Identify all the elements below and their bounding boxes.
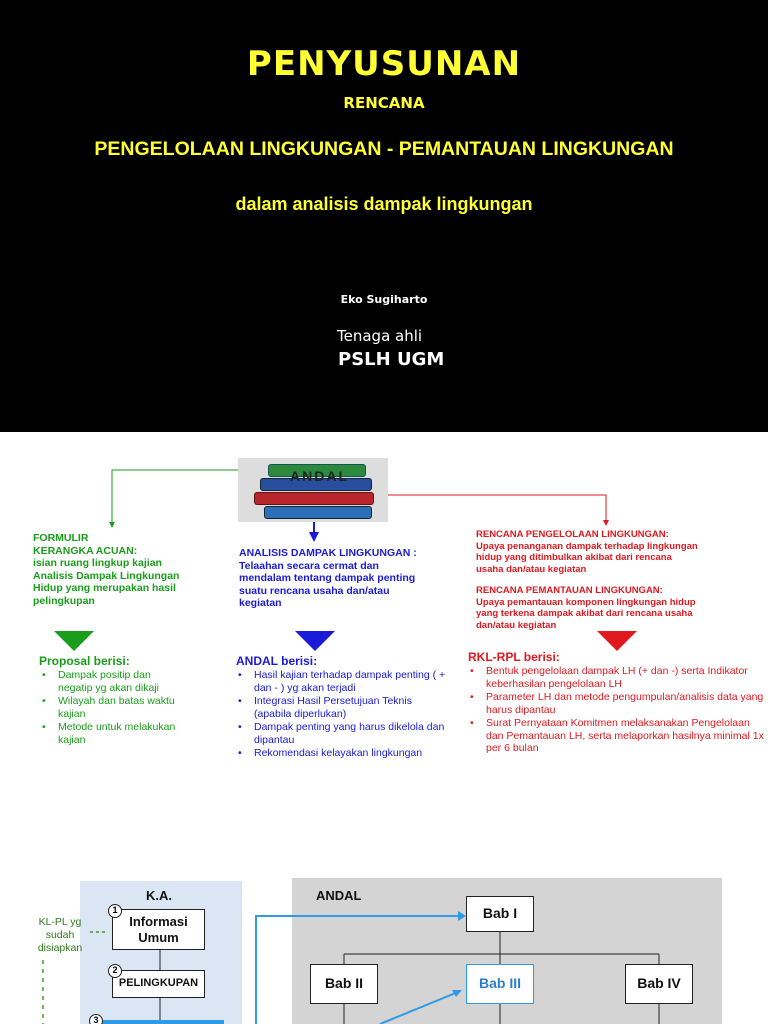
rkl-title2: RENCANA PEMANTAUAN LINGKUNGAN: <box>476 585 663 596</box>
proposal-list <box>40 669 180 747</box>
red-triangle-icon <box>597 631 637 651</box>
slide-title: PENYUSUNAN <box>246 44 522 84</box>
slide-tagline: dalam analisis dampak lingkungan <box>235 194 533 214</box>
andal-list <box>236 669 446 761</box>
ka-title: K.A. <box>146 888 172 903</box>
informasi-umum-box: Informasi Umum <box>112 909 205 950</box>
andal-label: ANDAL <box>290 468 349 484</box>
list-item: • Dampak positip dan negatip yg akan dikaji <box>40 669 180 694</box>
andal-books-icon <box>238 458 388 522</box>
formulir-block <box>33 532 203 607</box>
book-red-icon <box>254 492 374 505</box>
rkl-title1: RENCANA PENGELOLAAN LINGKUNGAN: <box>476 529 669 540</box>
pelingkupan-box: PELINGKUPAN <box>112 970 205 998</box>
list-item: • Rekomendasi kelayakan lingkungan <box>236 747 446 760</box>
rkl-list <box>468 665 768 756</box>
proposal-heading: Proposal berisi: <box>39 654 130 668</box>
green-triangle-icon <box>54 631 94 651</box>
title-slide <box>0 0 768 432</box>
rkl-desc2: Upaya pemantauan komponen lingkungan hidup yang terkena dampak akibat dari rencana usaha dan/atau kegiatan <box>476 596 696 631</box>
list-item: • Bentuk pengelolaan dampak LH (+ dan -) serta Indikator keberhasilan pengelolaan LH <box>468 665 768 690</box>
bab-2-box: Bab II <box>310 964 378 1004</box>
formulir-line1: FORMULIR <box>33 532 89 544</box>
list-item: • Parameter LH dan metode pengumpulan/analisis data yang harus dipantau <box>468 691 768 716</box>
blue-triangle-icon <box>295 631 335 651</box>
rkl-heading: RKL-RPL berisi: <box>468 650 560 664</box>
bab-4-box: Bab IV <box>625 964 693 1004</box>
bab-1-box: Bab I <box>466 896 534 932</box>
klpl-label: KL-PL yg sudah disiapkan <box>37 916 83 954</box>
book-lightblue-icon <box>264 506 372 519</box>
list-item: • Metode untuk melakukan kajian <box>40 721 180 746</box>
diagram-slide <box>0 864 768 1024</box>
step-1-badge: 1 <box>108 904 122 918</box>
list-item: • Surat Pernyataan Komitmen melaksanakan Pengelolaan dan Pemantauan LH, serta melaporkan hasilnya minimal 1x per 6 bulan <box>468 717 768 755</box>
list-item: • Hasil kajian terhadap dampak penting ( + dan - ) yg akan terjadi <box>236 669 446 694</box>
author-institution: PSLH UGM <box>338 349 445 370</box>
formulir-desc: isian ruang lingkup kajian Analisis Dampak Lingkungan Hidup yang merupakan hasil pelingkupan <box>33 557 180 607</box>
list-item: • Wilayah dan batas waktu kajian <box>40 695 180 720</box>
rkl-desc1: Upaya penanganan dampak terhadap lingkungan hidup yang ditimbulkan akibat dari rencana usaha dan/atau kegiatan <box>476 540 698 575</box>
slide-subtitle-rencana: RENCANA <box>343 94 425 112</box>
bab-3-box: Bab III <box>466 964 534 1004</box>
analisis-title: ANALISIS DAMPAK LINGKUNGAN : <box>239 547 417 559</box>
rkl-block <box>476 529 706 631</box>
analisis-desc: Telaahan secara cermat dan mendalam tentang dampak penting suatu rencana usaha dan/atau kegiatan <box>239 559 416 609</box>
step-2-badge: 2 <box>108 964 122 978</box>
slide-subtitle: PENGELOLAAN LINGKUNGAN - PEMANTAUAN LINGKUNGAN <box>94 138 674 160</box>
analisis-block <box>239 547 439 610</box>
author-name: Eko Sugiharto <box>340 293 428 306</box>
content-slide <box>0 432 768 864</box>
list-item: • Dampak penting yang harus dikelola dan dipantau <box>236 721 446 746</box>
author-role: Tenaga ahli <box>337 327 423 345</box>
list-item: • Integrasi Hasil Persetujuan Teknis (apabila diperlukan) <box>236 695 446 720</box>
step-3-badge: 3 <box>89 1014 103 1024</box>
andal-heading: ANDAL berisi: <box>236 654 318 668</box>
andal-title: ANDAL <box>316 888 362 903</box>
formulir-line2: KERANGKA ACUAN: <box>33 544 138 557</box>
